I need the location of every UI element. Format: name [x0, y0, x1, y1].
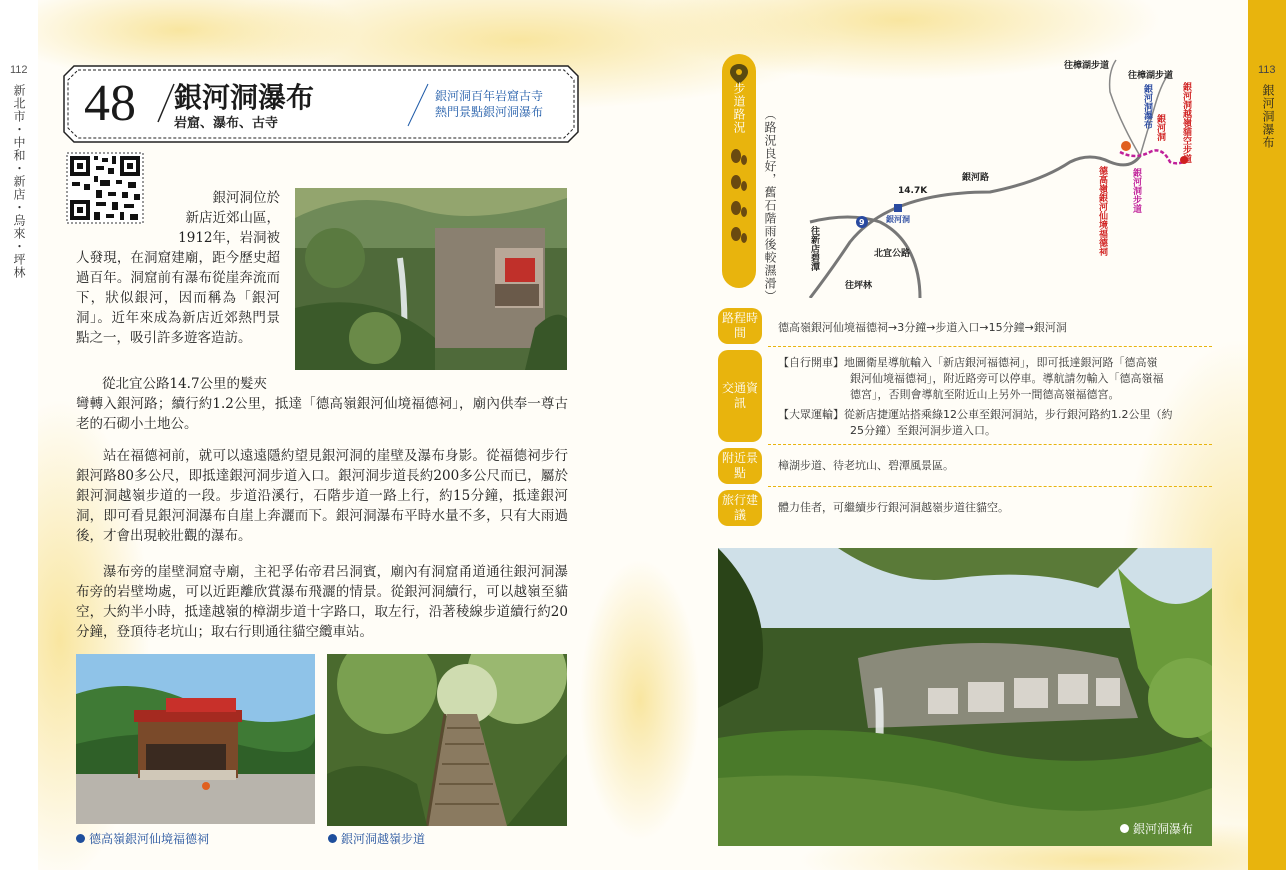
trail-image — [327, 654, 567, 826]
shrine-image — [76, 654, 315, 824]
intro-line-1: 銀河洞位於 — [212, 190, 280, 206]
left-margin — [0, 0, 38, 870]
page-title: 銀河洞瀑布 — [174, 81, 315, 114]
trail-caption — [328, 830, 425, 847]
info-tab-nearby: 附近景點 — [718, 448, 762, 484]
caption-bullet-icon — [76, 834, 85, 843]
transport-line-5: 25分鐘）至銀河洞步道入口。 — [850, 424, 996, 437]
info-tab-time: 路程時間 — [718, 308, 762, 344]
paragraph-4: 瀑布旁的崖壁洞窟寺廟，主祀孚佑帝君呂洞賓，廟內有洞窟甬道通往銀河洞瀑布旁的岩壁坳處，可以近距離欣賞瀑布飛灑的情景。從銀河洞續行，可以越嶺至貓空，大約半小時，抵達越嶺的樟湖步道十字路口，取左行，沿著稜線步道續行約20分鐘，登頂待老坑山；取右行則通往貓空纜車站。 — [76, 564, 568, 640]
title-box — [62, 64, 580, 144]
qr-code-icon[interactable] — [66, 152, 144, 224]
right-margin — [1248, 0, 1286, 870]
trail-condition-badge — [722, 54, 756, 288]
tagline-2: 熱門景點銀河洞瀑布 — [435, 105, 544, 119]
intro-lines — [150, 188, 280, 248]
region-label: 新北市・中和・新店・烏來・坪林 — [12, 84, 26, 279]
intro-line-3: 1912年，岩洞被 — [178, 230, 280, 246]
map-label-route-9: 9 — [859, 218, 865, 227]
map-label-zhanghu-1: 往樟湖步道 — [1064, 61, 1110, 71]
map-label-pinglin: 往坪林 — [845, 281, 873, 291]
footprint-icons — [722, 144, 756, 254]
map-label-shrine: 德高嶺銀河仙境福德祠 — [1097, 166, 1107, 256]
map-label-zhanghu-2: 往樟湖步道 — [1128, 71, 1174, 81]
trail-photo — [327, 654, 567, 826]
transport-line-2: 銀河仙境福德祠」，附近路旁可以停車。導航請勿輸入「德高嶺福 — [850, 372, 1164, 385]
page-number-right: 113 — [1258, 64, 1276, 76]
map-label-xindian: 往新店碧潭 — [809, 226, 819, 271]
page-number-left: 112 — [10, 64, 28, 76]
waterfall-image — [718, 548, 1212, 846]
shrine-photo — [76, 654, 315, 824]
paragraph-2: 彎轉入銀河路；續行約1.2公里，抵達「德高嶺銀河仙境福德祠」，廟內供奉一尊古老的石砌小土地公。 — [76, 396, 568, 432]
intro-paragraph: 人發現，在洞窟建廟，距今歷史超過百年。洞窟前有瀑布從崖奔流而下，狀似銀河，因而稱為「銀河洞」。近年來成為新店近郊熱門景點之一，吸引許多遊客造訪。 — [76, 250, 280, 346]
tagline-1: 銀河洞百年岩窟古寺 — [435, 89, 544, 103]
info-tab-advice: 旅行建議 — [718, 490, 762, 526]
info-nearby-text: 樟湖步道、待老坑山、碧潭風景區。 — [778, 459, 954, 472]
info-divider — [768, 444, 1212, 445]
map-label-trail: 銀河洞步道 — [1131, 168, 1141, 213]
waterfall-caption-text: 銀河洞瀑布 — [1133, 822, 1194, 836]
map-label-falls: 銀河洞瀑布 — [1142, 84, 1152, 129]
info-divider — [768, 486, 1212, 487]
paragraph-3: 站在福德祠前，就可以遠遠隱約望見銀河洞的崖壁及瀑布身影。從福德祠步行銀河路80多公尺，即抵達銀河洞步道入口。銀河洞步道長約200多公尺而已，屬於銀河洞越嶺步道的一段。步道沿溪行，石階步道一路上行，約15分鐘，抵達銀河洞，即可看見銀河洞瀑布自崖上奔灑而下。銀河洞瀑布平時水量不多，只有大雨過後，才會出現較壯觀的瀑布。 — [76, 448, 568, 544]
cave-temple-photo — [295, 188, 567, 370]
entry-number: 48 — [84, 75, 136, 132]
map-label-beiyi-road: 北宜公路 — [874, 249, 911, 259]
section-label: 銀河洞瀑布 — [1261, 84, 1275, 149]
map-label-km: 14.7K — [898, 186, 928, 196]
waterfall-caption — [1120, 820, 1193, 837]
caption-bullet-icon — [328, 834, 337, 843]
info-transport-text — [778, 355, 1173, 439]
cave-temple-image — [295, 188, 567, 370]
page-subtitle: 岩窟、瀑布、古寺 — [174, 116, 279, 131]
map-label-cave: 銀河洞 — [1155, 114, 1165, 141]
caption-bullet-icon — [1120, 824, 1129, 833]
shrine-caption — [76, 830, 209, 847]
waterfall-photo — [718, 548, 1212, 846]
info-tab-transport: 交通資訊 — [718, 350, 762, 442]
shrine-caption-text: 德高嶺銀河仙境福德祠 — [89, 832, 210, 846]
paragraph-2-first: 從北宜公路14.7公里的髮夾 — [102, 376, 268, 392]
transport-line-1: 【自行開車】地圖衛星導航輸入「新店銀河福德祠」，即可抵達銀河路「德高嶺 — [778, 356, 1158, 369]
transport-line-4: 【大眾運輸】從新店捷運站搭乘綠12公車至銀河洞站，步行銀河路約1.2公里（約 — [778, 408, 1173, 421]
trail-condition-label: 步道路況 — [732, 82, 746, 134]
map-label-ridge-trail: 銀河洞越嶺貓空步道 — [1181, 82, 1191, 163]
info-divider — [768, 346, 1212, 347]
trail-condition-note: （路況良好，舊石階雨後較濕滑） — [763, 108, 777, 303]
map-label-bus-stop: 銀河洞 — [886, 215, 910, 224]
info-time-text: 德高嶺銀河仙境福德祠→3分鐘→步道入口→15分鐘→銀河洞 — [778, 321, 1067, 334]
map-label-yinhe-road: 銀河路 — [962, 173, 990, 183]
trail-caption-text: 銀河洞越嶺步道 — [341, 832, 426, 846]
intro-line-2: 新店近郊山區， — [185, 210, 280, 226]
tagline — [435, 88, 543, 120]
transport-line-3: 德宮」，否則會導航至附近山上另外一間德高嶺福德宮。 — [850, 388, 1120, 401]
info-advice-text: 體力佳者，可繼續步行銀河洞越嶺步道往貓空。 — [778, 501, 1009, 514]
